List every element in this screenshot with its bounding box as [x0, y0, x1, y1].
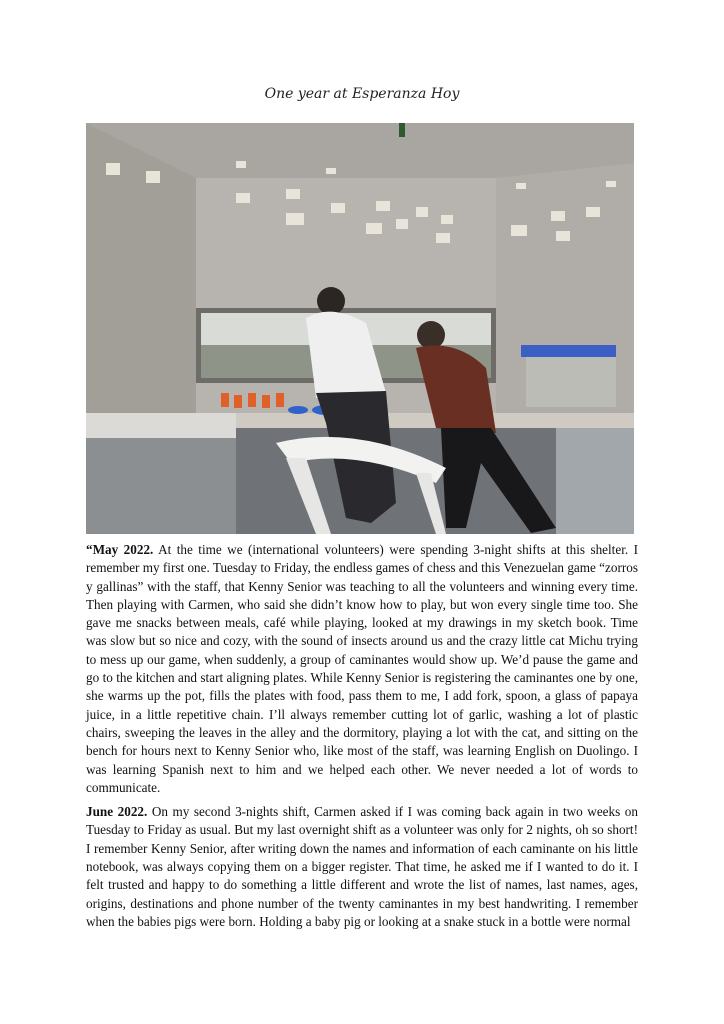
article-body: [86, 541, 638, 937]
paragraph-may: [86, 541, 638, 797]
paragraph-text: At the time we (international volunteers) were spending 3-night shifts at this shelter. I remember my first one. Tuesday to Friday, the endless games of chess and this Venezuelan game “zorros y gallinas” with the staff, that Kenny Senior was teaching to all the volunteers and winning every time. Then playing with Carmen, who said she didn’t know how to play, but won every single time too. She gave me snacks between meals, café while playing, looked at my drawings in my sketch book. Time was slow but so nice and cozy, with the sound of insects around us and the crazy little cat Michu trying to mess up our game, when suddenly, a group of caminantes would show up. We’d pause the game and go to the kitchen and start aligning plates. While Kenny Senior is registering the caminantes one by one, she warms up the pot, fills the plates with food, pass them to me, I add fork, spoon, a glass of papaya juice, in a little repetitive chain. I’ll always remember cutting lot of garlic, washing a lot of plastic chairs, sweeping the leaves in the alley and the dormitory, playing a lot with the cat, and sitting on the bench for hours next to Kenny Senior who, like most of the staff, was learning English on Duolingo. I was learning Spanish next to him and we helped each other. We never needed a lot of words to communicate.: [86, 542, 639, 795]
paragraph-lead: June 2022.: [86, 804, 148, 820]
kitchen-photo-drawing: [86, 123, 634, 534]
paragraph-text: On my second 3-nights shift, Carmen asked if I was coming back again in two weeks on Tuesday to Friday as usual. But my last overnight shift as a volunteer was only for 2 nights, oh so short! I remember Kenny Senior, after writing down the names and information of each caminante on his little notebook, was always copying them on a bigger register. That time, he asked me if I wanted to do it. I felt trusted and happy to do something a little different and wrote the list of names, last names, ages, origins, destinations and phone number of the twenty caminantes in my best handwriting. I remember when the babies pigs were born. Holding a baby pig or looking at a snake stuck in a bottle were normal: [86, 804, 638, 929]
document-title: One year at Esperanza Hoy: [264, 86, 460, 102]
paragraph-june: [86, 803, 638, 931]
kitchen-photo: [86, 123, 634, 534]
paragraph-lead: “May 2022.: [86, 542, 154, 557]
